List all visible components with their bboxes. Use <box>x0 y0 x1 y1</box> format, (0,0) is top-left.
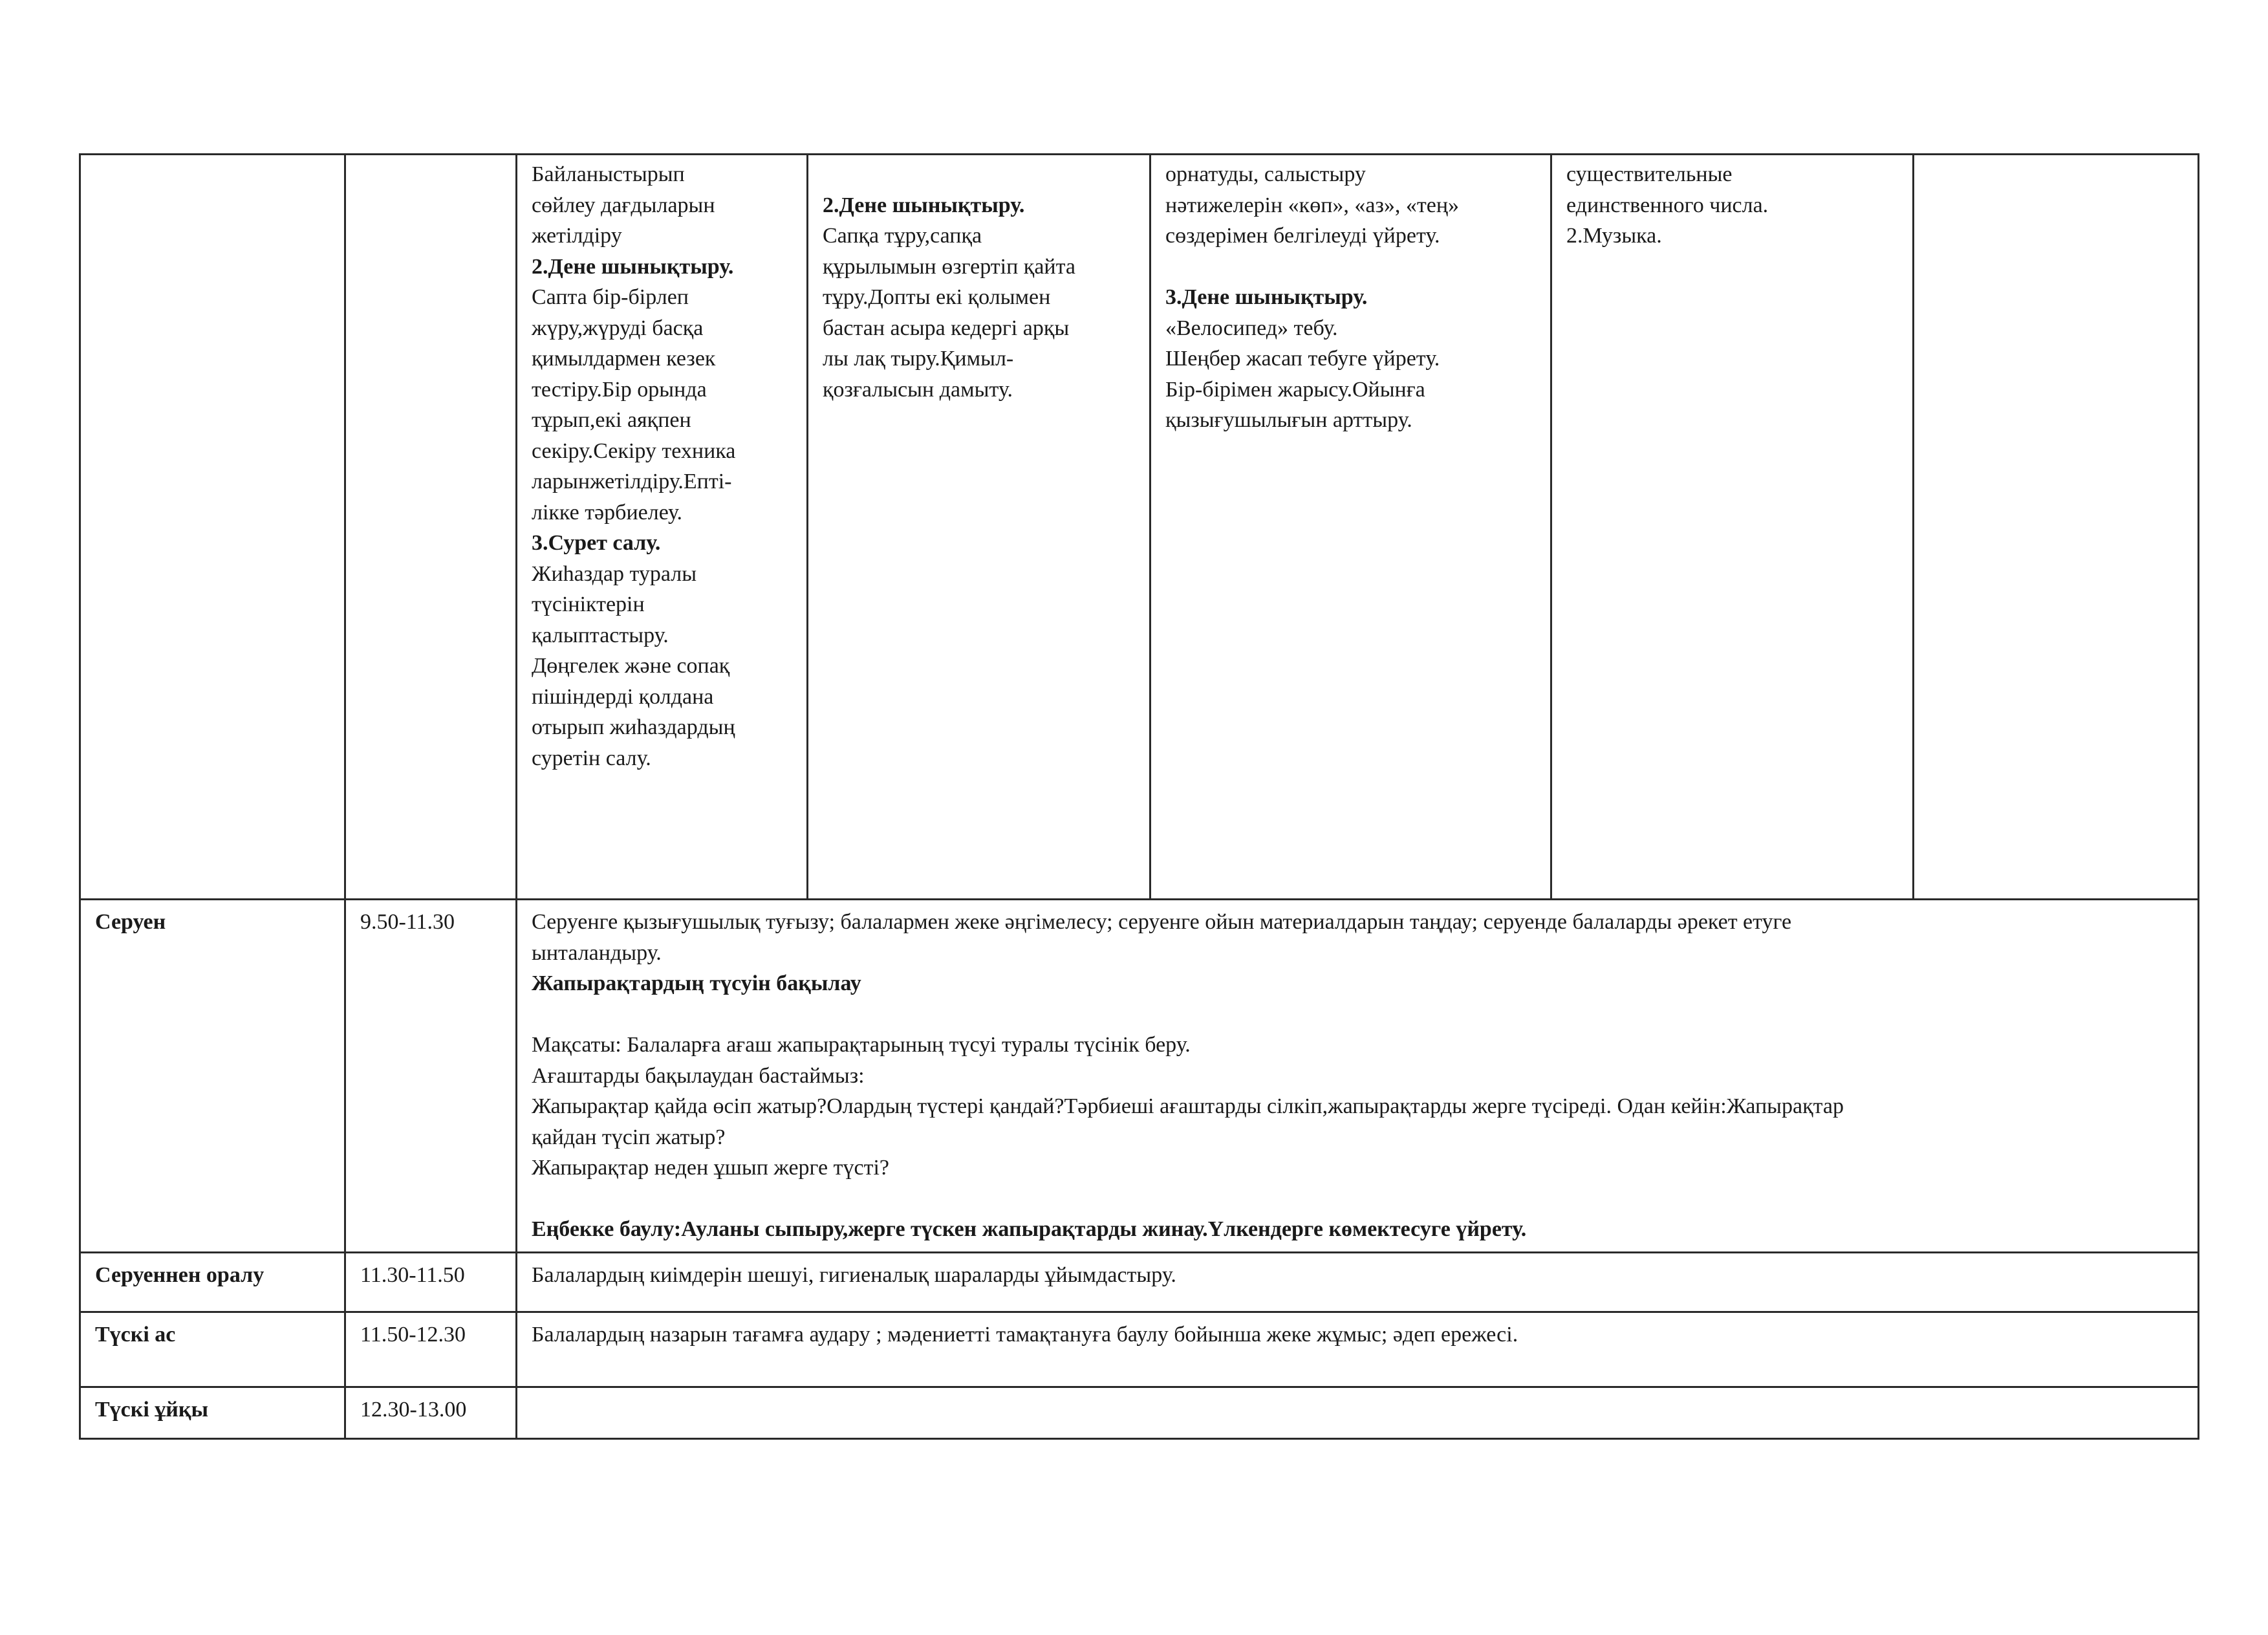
return-content: Балалардың киімдерін шешуі, гигиеналық шараларды ұйымдастыру. <box>517 1252 2199 1312</box>
text-line: тұрып,екі аяқпен <box>532 408 691 432</box>
text-line: сөйлеу дағдыларын <box>532 193 715 217</box>
activity-heading: 2.Дене шынықтыру. <box>823 193 1025 217</box>
text-line: Сапқа тұру,сапқа <box>823 224 982 248</box>
thursday-activities-cell <box>1551 155 1914 900</box>
lunch-label: Түскі ас <box>80 1312 345 1387</box>
return-time: 11.30-11.50 <box>345 1252 517 1312</box>
monday-activities <box>532 159 792 774</box>
text-line: Жиһаздар туралы <box>532 561 697 586</box>
text-line: түсініктерін <box>532 592 645 616</box>
lunch-row <box>80 1312 2199 1387</box>
text-line: лікке тәрбиелеу. <box>532 500 683 525</box>
time-cell <box>345 155 517 900</box>
text-line: жүру,жүруді басқа <box>532 316 704 340</box>
text-line: лы лақ тыру.Қимыл- <box>823 347 1014 371</box>
return-label: Серуеннен оралу <box>80 1252 345 1312</box>
text-line: единственного числа. <box>1566 193 1769 217</box>
text-line: существительные <box>1566 162 1733 186</box>
friday-activities-cell <box>1914 155 2199 900</box>
monday-activities-cell <box>517 155 808 900</box>
blank-line <box>1165 252 1536 283</box>
text-line: Дөңгелек және сопақ <box>532 654 730 678</box>
continuation-row <box>80 155 2199 900</box>
lunch-time: 11.50-12.30 <box>345 1312 517 1387</box>
seruen-lines <box>532 907 2183 1245</box>
text-line: отырып жиһаздардың <box>532 715 735 739</box>
text-line: қайдан түсіп жатыр? <box>532 1125 726 1149</box>
text-line: нәтижелерін «көп», «аз», «тең» <box>1165 193 1460 217</box>
tuesday-activities-cell <box>808 155 1150 900</box>
nap-row <box>80 1387 2199 1438</box>
nap-content <box>517 1387 2199 1438</box>
blank-line <box>532 1184 2183 1215</box>
seruen-time: 9.50-11.30 <box>345 900 517 1253</box>
activity-heading: Еңбекке баулу:Ауланы сыпыру,жерге түскен жапырақтарды жинау.Үлкендерге көмектесуге үйрету. <box>532 1217 1527 1241</box>
text-line: ынталандыру. <box>532 940 662 965</box>
text-line: суретін салу. <box>532 746 651 770</box>
text-line: 2.Музыка. <box>1566 224 1662 248</box>
text-line: құрылымын өзгертіп қайта <box>823 254 1075 279</box>
activity-heading: 3.Сурет салу. <box>532 531 661 555</box>
text-line: Бір-бірімен жарысу.Ойынға <box>1165 377 1425 402</box>
schedule-table <box>79 153 2199 1440</box>
blank-line <box>532 999 2183 1030</box>
text-line: қозғалысын дамыту. <box>823 377 1013 402</box>
text-line: Жапырақтар қайда өсіп жатыр?Олардың түстері қандай?Тәрбиеші ағаштарды сілкіп,жапырақтарды жерге түсіреді. Одан кейін:Жапырақтар <box>532 1094 1844 1118</box>
blank-line <box>823 159 1135 190</box>
text-line: ларынжетілдіру.Епті- <box>532 470 732 493</box>
activity-heading: 2.Дене шынықтыру. <box>532 254 734 279</box>
seruen-label: Серуен <box>80 900 345 1253</box>
text-line: Шеңбер жасап тебуге үйрету. <box>1165 347 1440 371</box>
text-line: орнатуды, салыстыру <box>1165 162 1366 186</box>
text-line: Мақсаты: Балаларға ағаш жапырақтарының түсуі туралы түсінік беру. <box>532 1033 1191 1057</box>
text-line: қызығушылығын арттыру. <box>1165 408 1412 432</box>
regime-label-cell <box>80 155 345 900</box>
seruen-row <box>80 900 2199 1253</box>
text-line: тестіру.Бір орында <box>532 377 707 402</box>
text-line: сөздерімен белгілеуді үйрету. <box>1165 224 1440 248</box>
text-line: Ағаштарды бақылаудан бастаймыз: <box>532 1063 865 1088</box>
text-line: қимылдармен кезек <box>532 347 716 371</box>
text-line: Сапта бір-бірлеп <box>532 285 689 309</box>
nap-label: Түскі ұйқы <box>80 1387 345 1438</box>
wednesday-activities-cell <box>1150 155 1551 900</box>
text-line: тұру.Допты екі қолымен <box>823 285 1051 309</box>
text-line: бастан асыра кедергі арқы <box>823 316 1070 340</box>
activity-heading: 3.Дене шынықтыру. <box>1165 285 1368 309</box>
lunch-content: Балалардың назарын тағамға аудару ; мәдениетті тамақтануға баулу бойынша жеке жұмыс; әдеп ережесі. <box>517 1312 2199 1387</box>
return-row <box>80 1252 2199 1312</box>
thursday-activities <box>1566 159 1898 252</box>
tuesday-activities <box>823 159 1135 405</box>
text-line: қалыптастыру. <box>532 623 669 647</box>
text-line: жетілдіру <box>532 224 622 248</box>
nap-time: 12.30-13.00 <box>345 1387 517 1438</box>
wednesday-activities <box>1165 159 1536 436</box>
text-line: Жапырақтар неден ұшып жерге түсті? <box>532 1156 889 1180</box>
text-line: Байланыстырып <box>532 162 685 186</box>
text-line: пішіндерді қолдана <box>532 684 714 709</box>
text-line: секіру.Секіру техника <box>532 439 736 463</box>
activity-heading: Жапырақтардың түсуін бақылау <box>532 971 861 995</box>
text-line: «Велосипед» тебу. <box>1165 316 1338 340</box>
text-line: Серуенге қызығушылық туғызу; балалармен жеке әңгімелесу; серуенге ойын материалдарын таңдау; серуенде балаларды әрекет етуге <box>532 910 1792 934</box>
seruen-content <box>517 900 2199 1253</box>
